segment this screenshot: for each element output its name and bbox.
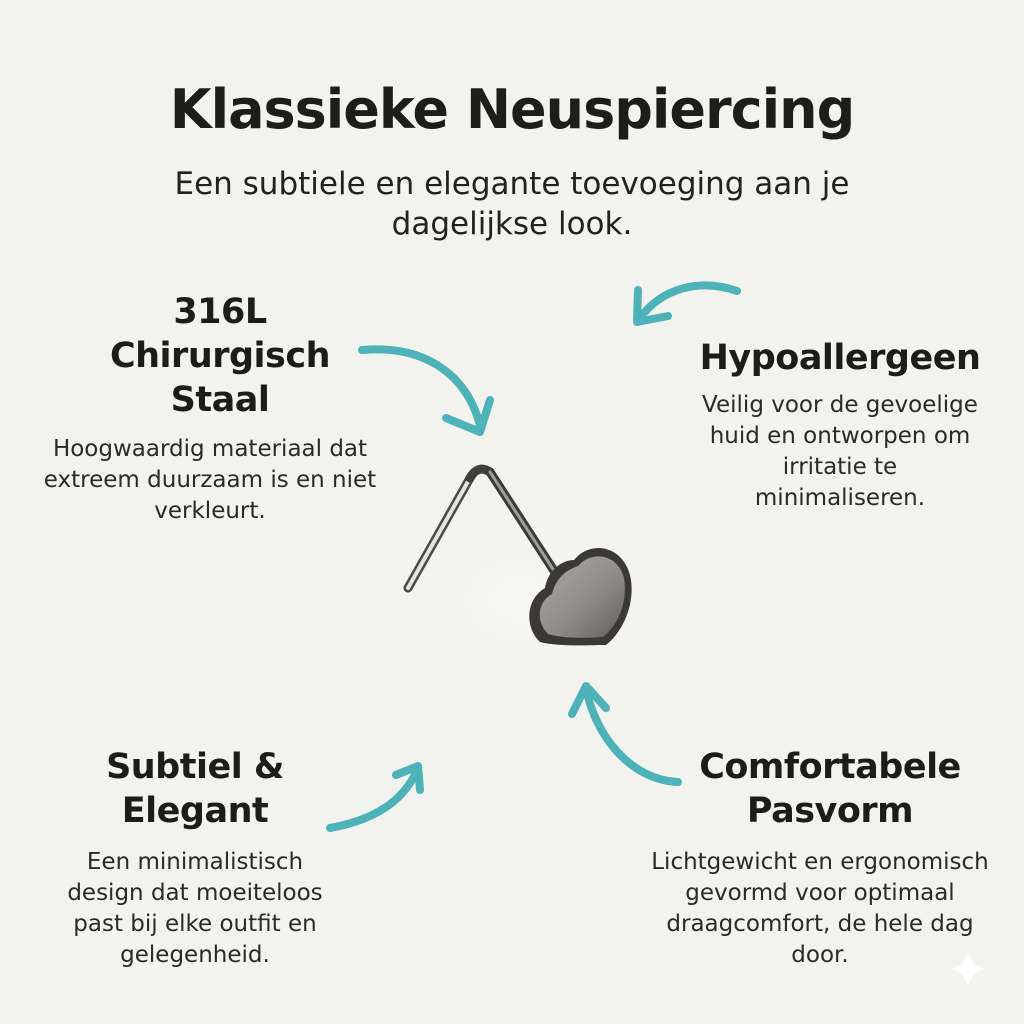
page-title: Klassieke Neuspiercing	[169, 78, 855, 141]
arrow-icon	[330, 766, 420, 828]
feature-desc-material: Hoogwaardig materiaal dat extreem duurzaam is en niet verkleurt.	[43, 436, 377, 524]
sparkle-icon	[950, 950, 986, 988]
feature-title-hypoallergenic: Hypoallergeen	[699, 338, 981, 378]
feature-title-comfort: Comfortabele Pasvorm	[699, 747, 961, 831]
feature-desc-elegant: Een minimalistisch design dat moeiteloos past bij elke outfit en gelegenheid.	[67, 849, 323, 968]
arrow-icon	[362, 349, 490, 432]
arrow-icon	[637, 285, 737, 322]
feature-title-elegant: Subtiel & Elegant	[106, 747, 284, 831]
feature-desc-comfort: Lichtgewicht en ergonomisch gevormd voor optimaal draagcomfort, de hele dag door.	[651, 849, 989, 968]
page-subtitle: Een subtiele en elegante toevoeging aan je dagelijkse look.	[174, 166, 850, 242]
feature-title-material: 316L Chirurgisch Staal	[109, 292, 331, 420]
feature-desc-hypoallergenic: Veilig voor de gevoelige huid en ontworpen om irritatie te minimaliseren.	[702, 392, 978, 511]
